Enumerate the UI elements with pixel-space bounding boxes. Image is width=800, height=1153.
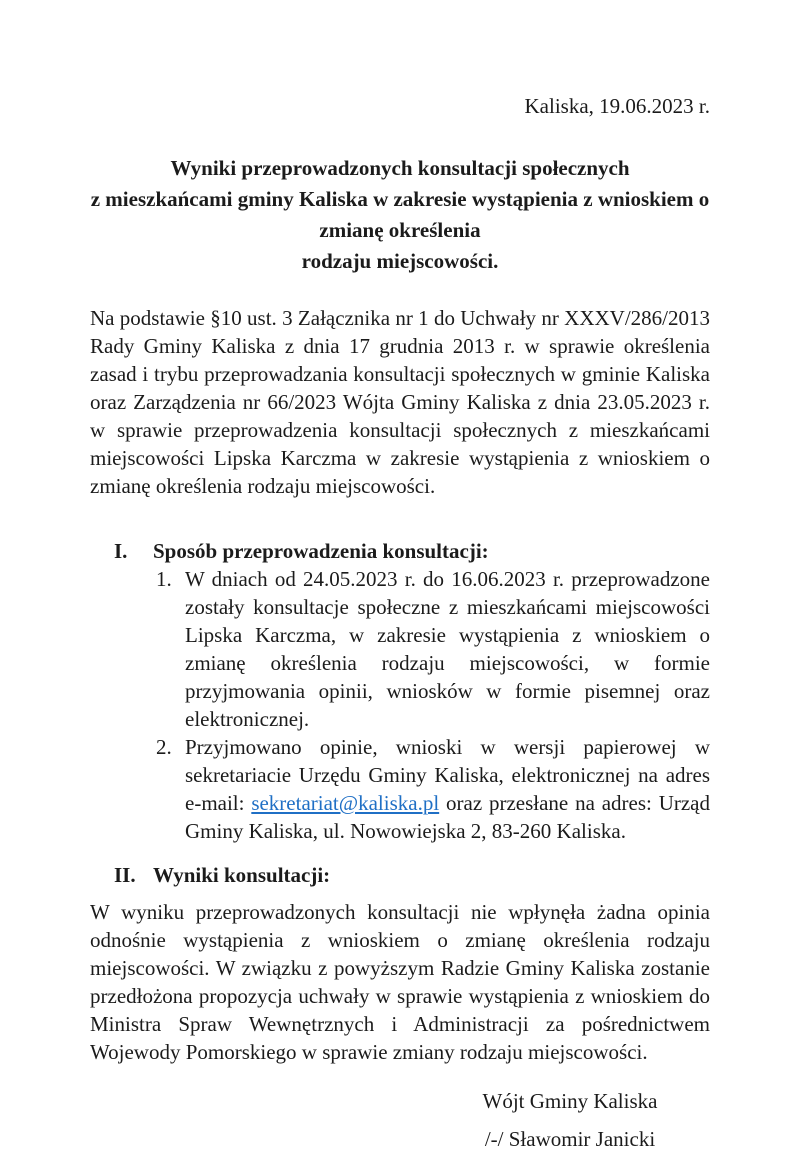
list-item — [156, 565, 710, 733]
title-line-2: z mieszkańcami gminy Kaliska w zakresie wystąpienia z wnioskiem o zmianę określenia — [90, 187, 710, 242]
list-item-2-text-before-link: Przyjmowano opinie, wnioski w wersji papierowej w sekretariacie Urzędu Gminy Kaliska, elektronicznej na adres e-mail: — [185, 735, 710, 815]
intro-paragraph: Na podstawie §10 ust. 3 Załącznika nr 1 do Uchwały nr XXXV/286/2013 Rady Gminy Kaliska z dnia 17 grudnia 2013 r. w sprawie określenia zasad i trybu przeprowadzania konsultacji społecznych w gminie Kaliska oraz Zarządzenia nr 66/2023 Wójta Gminy Kaliska z dnia 23.05.2023 r. w sprawie przeprowadzenia konsultacji społecznych z mieszkańcami miejscowości Lipska Karczma w zakresie wystąpienia z wnioskiem o zmianę określenia rodzaju miejscowości. — [90, 306, 710, 498]
document-title — [90, 153, 710, 277]
section-1-numeral: I. — [114, 539, 128, 563]
results-paragraph: W wyniku przeprowadzonych konsultacji nie wpłynęła żadna opinia odnośnie wystąpienia z wnioskiem o zmianę określenia rodzaju miejscowości. W związku z powyższym Radzie Gminy Kaliska zostanie przedłożona propozycja uchwały w sprawie wystąpienia z wnioskiem do Ministra Spraw Wewnętrznych i Administracji za pośrednictwem Wojewody Pomorskiego w sprawie zmiany rodzaju miejscowości. — [90, 900, 710, 1064]
consultation-method-list — [90, 565, 710, 845]
title-line-3: rodzaju miejscowości. — [301, 249, 499, 273]
signature-name: /-/ Sławomir Janicki — [484, 1127, 656, 1151]
section-2-heading — [90, 861, 710, 889]
list-item — [156, 733, 710, 845]
signature-block — [450, 1087, 690, 1153]
list-item-2-text — [185, 733, 710, 845]
section-1-heading — [90, 537, 710, 565]
section-2-heading-text: Wyniki konsultacji: — [153, 863, 331, 887]
email-link[interactable]: sekretariat@kaliska.pl — [251, 791, 440, 815]
section-2-numeral: II. — [114, 863, 136, 887]
list-item-1-text: W dniach od 24.05.2023 r. do 16.06.2023 r. przeprowadzone zostały konsultacje społeczne z mieszkańcami miejscowości Lipska Karczma, w zakresie wystąpienia z wnioskiem o zmianę określenia rodzaju miejscowości, w formie przyjmowania opinii, wniosków w formie pisemnej oraz elektronicznej. — [185, 567, 710, 731]
section-1-heading-text: Sposób przeprowadzenia konsultacji: — [153, 539, 489, 563]
list-item-2-number: 2. — [156, 735, 172, 759]
signature-title: Wójt Gminy Kaliska — [482, 1089, 658, 1113]
list-item-1-number: 1. — [156, 567, 172, 591]
list-item-2-text-after-link: oraz przesłane na adres: Urząd Gminy Kaliska, ul. Nowowiejska 2, 83-260 Kaliska. — [185, 791, 710, 843]
title-line-1: Wyniki przeprowadzonych konsultacji społecznych — [170, 156, 630, 180]
date-line: Kaliska, 19.06.2023 r. — [524, 94, 710, 118]
